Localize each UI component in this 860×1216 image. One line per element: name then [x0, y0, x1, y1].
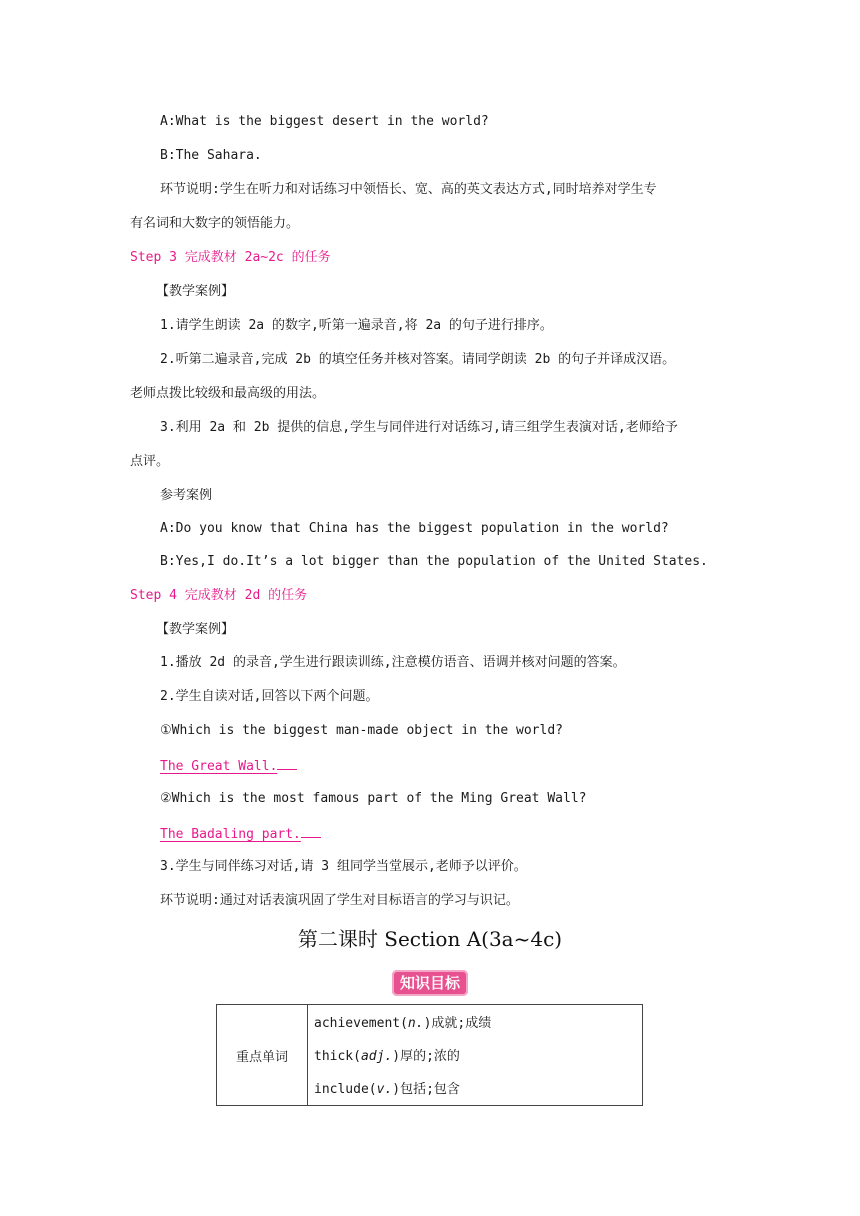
answer-blank	[277, 756, 297, 770]
vocab-table	[216, 1004, 643, 1106]
vocab-pos: n.	[407, 1016, 424, 1031]
step4-heading: Step 4 完成教材 2d 的任务	[130, 588, 308, 603]
step4-case-label: 【教学案例】	[156, 622, 235, 637]
vocab-meaning: )包括;包含	[392, 1082, 460, 1097]
vocab-word: include	[314, 1082, 369, 1097]
answer-1-text: The Great Wall.	[160, 759, 278, 774]
question-2: ②Which is the most famous part of the Ming Great Wall?	[160, 791, 587, 806]
step4-item-3: 3.学生与同伴练习对话,请 3 组同学当堂展示,老师予以评价。	[160, 859, 527, 874]
answer-blank	[301, 824, 321, 838]
vocab-word: achievement	[314, 1016, 401, 1031]
step3-item-1: 1.请学生朗读 2a 的数字,听第一遍录音,将 2a 的句子进行排序。	[160, 318, 553, 333]
step4-note: 环节说明:通过对话表演巩固了学生对目标语言的学习与识记。	[160, 893, 519, 908]
answer-1	[160, 756, 297, 776]
dialog-a: A:What is the biggest desert in the world?	[160, 114, 489, 129]
vocab-meaning: )厚的;浓的	[392, 1049, 460, 1064]
note-line-2: 有名词和大数字的领悟能力。	[130, 216, 300, 231]
knowledge-goal-badge: 知识目标	[392, 970, 468, 996]
vocab-row: achievement(n.)成就;成绩	[314, 1016, 492, 1031]
step3-item-2-line2: 老师点拨比较级和最高级的用法。	[130, 386, 326, 401]
vocab-word: thick	[314, 1049, 354, 1064]
step3-heading: Step 3 完成教材 2a~2c 的任务	[130, 250, 331, 265]
vocab-pos: adj.	[360, 1049, 393, 1064]
answer-2	[160, 824, 321, 844]
vocab-meaning: )成就;成绩	[423, 1016, 492, 1031]
step3-case-label: 【教学案例】	[156, 284, 235, 299]
step3-item-3-line2: 点评。	[130, 454, 170, 469]
vocab-pos: v.	[376, 1082, 393, 1097]
step4-item-2: 2.学生自读对话,回答以下两个问题。	[160, 689, 379, 704]
step4-item-1: 1.播放 2d 的录音,学生进行跟读训练,注意模仿语音、语调并核对问题的答案。	[160, 655, 626, 670]
note-line-1: 环节说明:学生在听力和对话练习中领悟长、宽、高的英文表达方式,同时培养对学生专	[160, 182, 657, 197]
answer-2-text: The Badaling part.	[160, 827, 301, 842]
reference-dialog-a: A:Do you know that China has the biggest population in the world?	[160, 521, 669, 536]
reference-dialog-b: B:Yes,I do.It’s a lot bigger than the population of the United States.	[160, 554, 708, 569]
step3-item-3-line1: 3.利用 2a 和 2b 提供的信息,学生与同伴进行对话练习,请三组学生表演对话,老师给予	[160, 420, 678, 435]
lesson-title: 第二课时 Section A(3a~4c)	[297, 927, 563, 951]
vocab-row: include(v.)包括;包含	[314, 1082, 460, 1097]
vocab-row: thick(adj.)厚的;浓的	[314, 1049, 460, 1064]
question-1: ①Which is the biggest man-made object in the world?	[160, 723, 563, 738]
dialog-b: B:The Sahara.	[160, 148, 262, 163]
step3-item-2-line1: 2.听第二遍录音,完成 2b 的填空任务并核对答案。请同学朗读 2b 的句子并译成汉语。	[160, 352, 676, 367]
reference-label: 参考案例	[160, 488, 213, 503]
vocab-category-cell: 重点单词	[217, 1005, 308, 1105]
